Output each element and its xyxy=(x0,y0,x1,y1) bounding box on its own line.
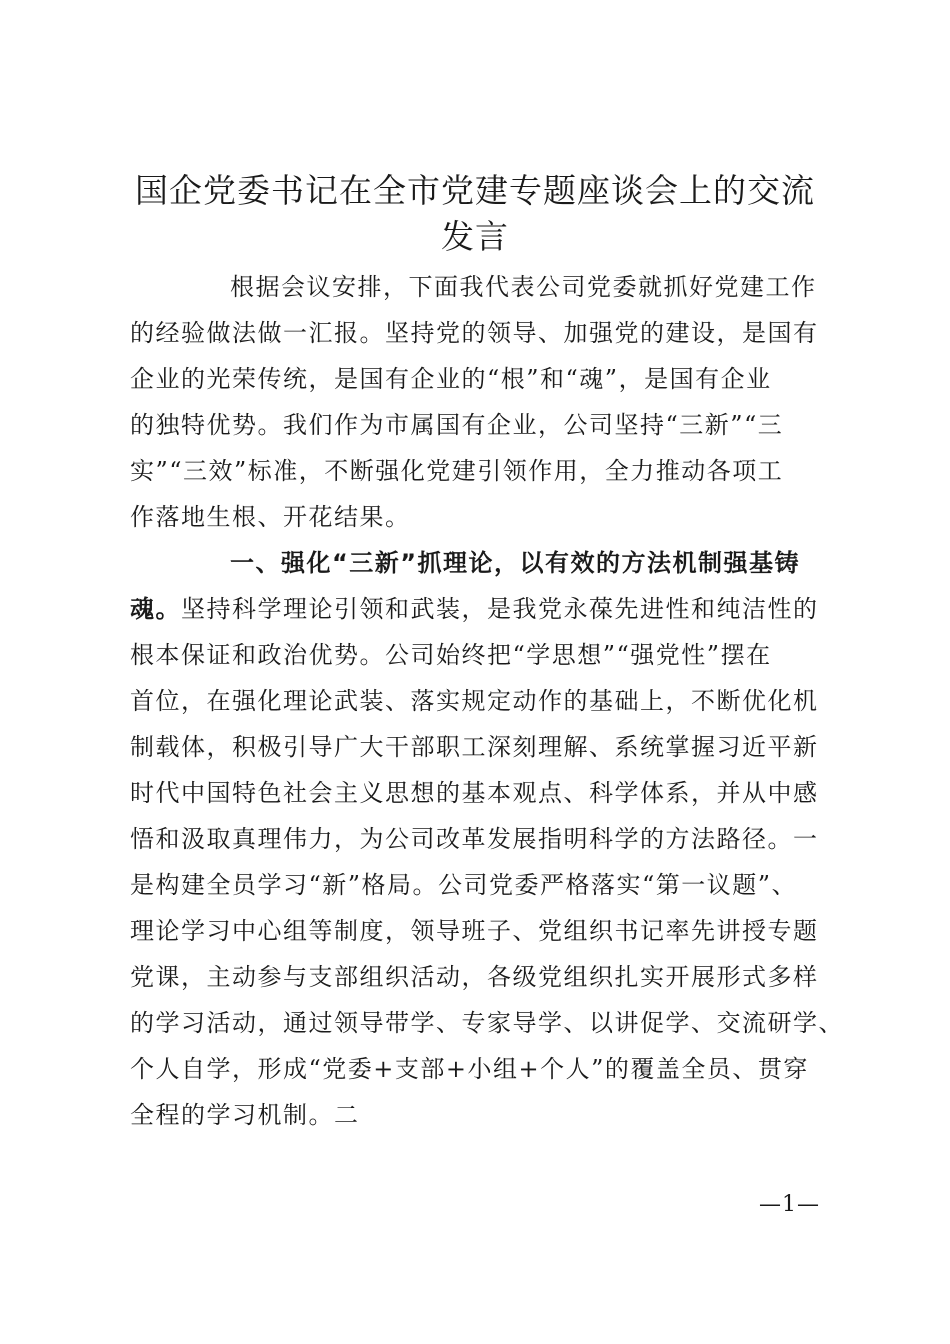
paragraph-intro xyxy=(130,264,820,540)
text-line: 企业的光荣传统，是国有企业的“根”和“魂”，是国有企业 xyxy=(130,365,772,393)
text-line: 是构建全员学习“新”格局。公司党委严格落实“第一议题”、 xyxy=(130,871,798,899)
text-line: 的经验做法做一汇报。坚持党的领导、加强党的建设，是国有 xyxy=(130,319,819,347)
text-line: 作落地生根、开花结果。 xyxy=(130,503,411,531)
text-line: 个人自学，形成“党委+支部+小组+个人”的覆盖全员、贯穿 xyxy=(130,1055,809,1083)
text-line-rest: 坚持科学理论引领和武装，是我党永葆先进性和纯洁性的 xyxy=(181,595,819,623)
text-line: 悟和汲取真理伟力，为公司改革发展指明科学的方法路径。一 xyxy=(130,825,819,853)
document-title xyxy=(120,168,830,260)
text-line: 根本保证和政治优势。公司始终把“学思想”“强党性”摆在 xyxy=(130,641,772,669)
title-line-2: 发言 xyxy=(441,217,509,256)
section-heading: 一、强化“三新”抓理论，以有效的方法机制强基铸 xyxy=(230,549,801,577)
text-line: 全程的学习机制。二 xyxy=(130,1101,360,1129)
title-line-1: 国企党委书记在全市党建专题座谈会上的交流 xyxy=(135,171,815,210)
text-line: 党课，主动参与支部组织活动，各级党组织扎实开展形式多样 xyxy=(130,963,819,991)
text-line: 理论学习中心组等制度，领导班子、党组织书记率先讲授专题 xyxy=(130,917,819,945)
text-line: 实”“三效”标准，不断强化党建引领作用，全力推动各项工 xyxy=(130,457,784,485)
text-line: 的独特优势。我们作为市属国有企业，公司坚持“三新”“三 xyxy=(130,411,784,439)
page-number: —1— xyxy=(759,1192,820,1217)
text-line: 的学习活动，通过领导带学、专家导学、以讲促学、交流研学、 xyxy=(130,1009,844,1037)
text-line: 根据会议安排，下面我代表公司党委就抓好党建工作 xyxy=(230,273,817,301)
section-heading-end: 魂。 xyxy=(130,595,181,623)
text-line: 首位，在强化理论武装、落实规定动作的基础上，不断优化机 xyxy=(130,687,819,715)
paragraph-section-1 xyxy=(130,540,844,1138)
text-line xyxy=(130,586,820,632)
text-line: 制载体，积极引导广大干部职工深刻理解、系统掌握习近平新 xyxy=(130,733,819,761)
text-line: 时代中国特色社会主义思想的基本观点、科学体系，并从中感 xyxy=(130,779,819,807)
